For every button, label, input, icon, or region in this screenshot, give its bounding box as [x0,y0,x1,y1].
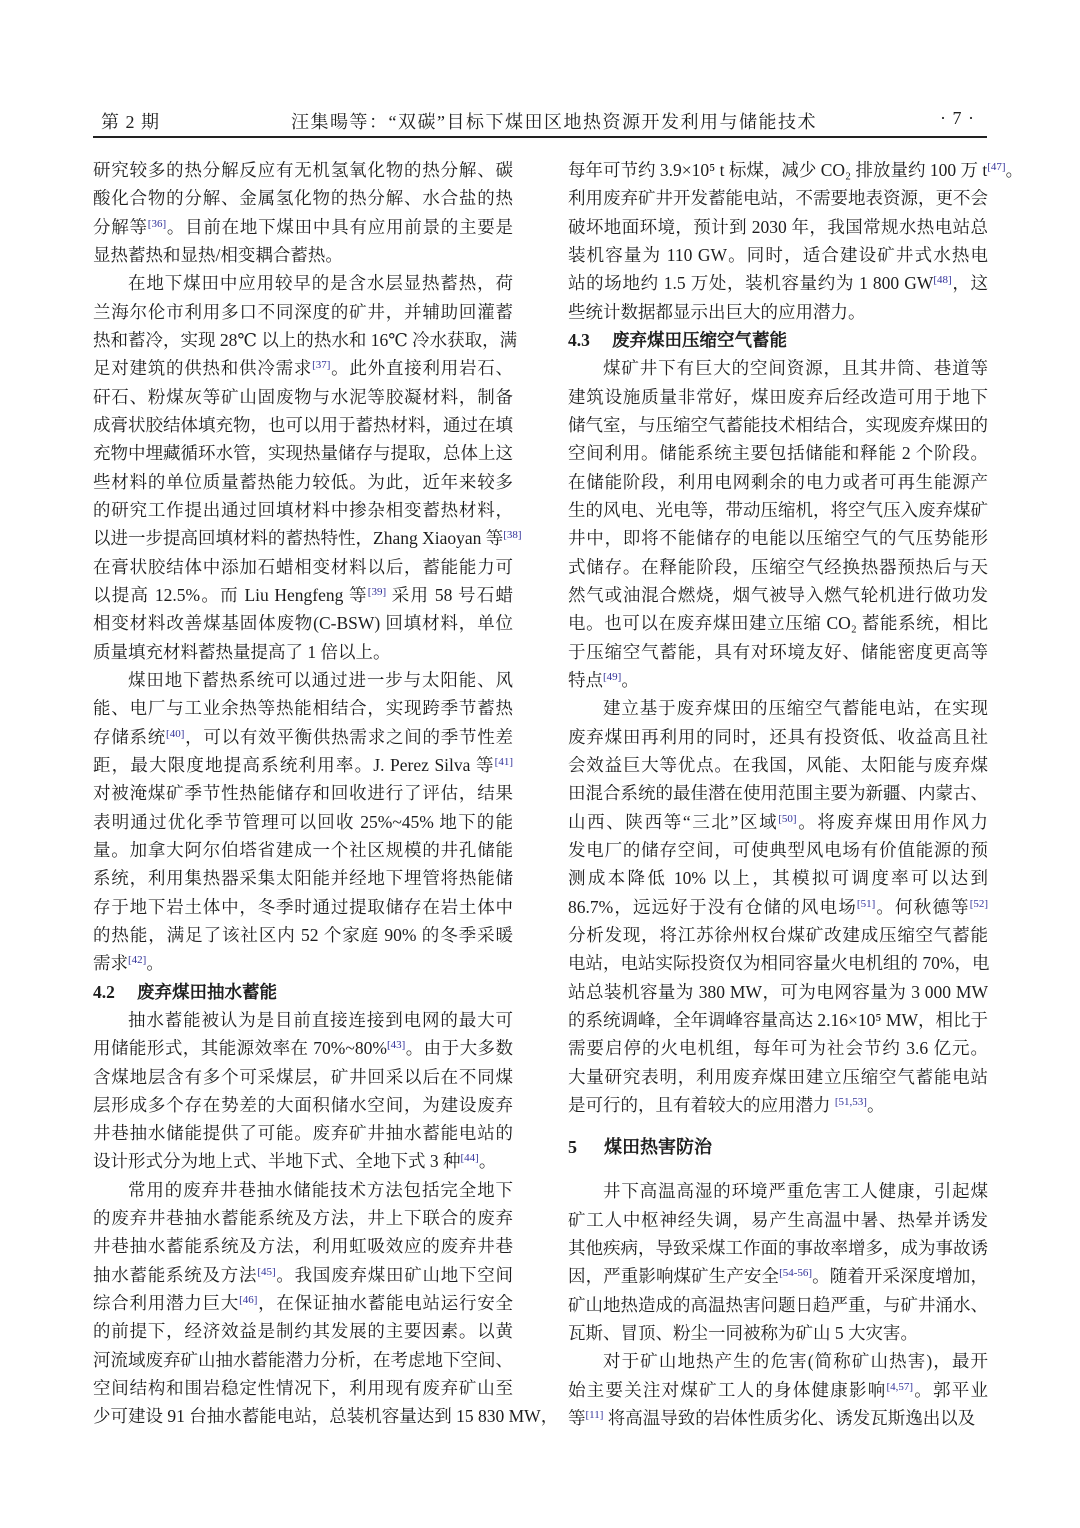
text-line [568,1404,988,1432]
text-run: 86.7%，远远好于没有仓储的风电场 [568,896,857,917]
text-line: 站总装机容量为 380 MW，可为电网容量为 3 000 MW [568,981,988,1002]
citation-ref: [52] [969,897,989,910]
text-line: 的热能，满足了该社区内 52 个家庭 90% 的冬季采暖 [93,924,513,945]
text-line [93,581,513,609]
text-line: 建立基于废弃煤田的压缩空气蓄能电站，在实现 [603,698,988,719]
text-run: 采用 58 号石蜡 [386,584,513,605]
citation-ref: [48] [933,274,952,287]
paragraph [568,354,988,694]
text-line: 分析发现，将江苏徐州权台煤矿改建成压缩空气蓄能 [568,924,988,945]
text-line [93,524,522,552]
text-line: 瓦斯、冒顶、粉尘一同被称为矿山 5 大灾害。 [568,1323,918,1344]
section-title: 煤田热害防治 [604,1137,712,1158]
text-run: 等 [568,1408,586,1429]
text-line [93,949,513,977]
text-run: 是可行的，且有着较大的应用潜力 [568,1094,835,1115]
text-line [568,269,988,297]
text-line: 成膏状胶结体填充物，也可以用于蓄热材料，通过在填 [93,414,513,435]
text-line: 表明通过优化季节管理可以回收 25%~45% 地下的能 [93,811,513,832]
text-line: 电。也可以在废弃煤田建立压缩 CO₂ 蓄能系统，相比 [568,613,988,634]
text-line: 储气室，与压缩空气蓄能技术相结合，实现废弃煤田的 [568,414,988,435]
section-heading [568,1133,988,1161]
text-line [93,751,513,779]
paragraph [93,269,522,666]
running-title: 汪集暘等：“双碳”目标下煤田区地热资源开发利用与储能技术 [291,112,817,132]
text-line [93,1147,513,1175]
text-run: 。随着开采深度增加， [812,1266,989,1287]
text-line: 其他疾病，导致采煤工作面的事故率增多，成为事故诱 [568,1238,988,1259]
citation-ref: [47] [987,161,1006,173]
text-run: 用储能形式，其能源效率在 70%~80% [93,1038,387,1059]
text-line: 井巷抽水储能提供了可能。废弃矿井抽水蓄能电站的 [93,1123,513,1144]
text-line: 河流域废弃矿山抽水蓄能潜力分析，在考虑地下空间、 [93,1349,513,1370]
text-run: 将高温导致的岩体性质劣化、诱发瓦斯逸出以及 [603,1408,976,1429]
text-line: 井下高温高湿的环境严重危害工人健康，引起煤 [603,1181,988,1202]
paragraph [568,1347,988,1432]
text-line: 量。加拿大阿尔伯塔省建成一个社区规模的井孔储能 [93,839,513,860]
running-header [93,106,987,138]
text-run: 。由于大多数 [405,1038,514,1059]
text-run: 。目前在地下煤田中具有应用前景的主要是 [166,216,514,237]
text-line [568,666,988,694]
paragraph [93,156,513,269]
paragraph [93,1176,559,1431]
citation-ref: [38] [503,529,522,542]
text-line: 对于矿山地热产生的危害(简称矿山热害)，最开 [603,1351,988,1372]
text-line: 矸石、粉煤灰等矿山固废物与水泥等胶凝材料，制备 [93,386,513,407]
text-line [93,1289,513,1317]
text-line: 能、电厂与工业余热等热能相结合，实现跨季节蓄热 [93,698,513,719]
citation-ref: [11] [585,1409,604,1422]
text-run: 。将废弃煤田用作风力 [796,811,988,832]
text-line [568,156,1024,184]
text-line: 井巷抽水蓄能系统及方法，利用虹吸效应的废弃井巷 [93,1236,513,1257]
citation-ref: [37] [312,359,331,372]
text-line [568,808,988,836]
section-heading [93,978,513,1006]
text-run: 特点 [568,669,603,690]
text-line: 酸化合物的分解、金属氢化物的热分解、水合盐的热 [93,188,513,209]
text-line: 发电厂的储存空间，可使典型风电场有价值能源的预 [568,839,988,860]
citation-ref: [36] [147,217,167,230]
text-run: 。 [621,669,639,690]
text-line: 些材料的单位质量蓄热能力较低。为此，近年来较多 [93,471,513,492]
text-run: 以提高 12.5%。而 Liu Hengfeng 等 [93,584,368,605]
text-line: 煤矿井下有巨大的空间资源，且其井筒、巷道等 [603,358,988,379]
text-line: 的废弃井巷抽水蓄能系统及方法，井上下联合的废弃 [93,1208,513,1229]
text-line: 在地下煤田中应用较早的是含水层显热蓄热，荷 [128,273,513,294]
text-line [568,1262,988,1290]
paragraph [568,156,1024,326]
text-run: 存储系统 [93,726,167,747]
text-line: 的前提下，经济效益是制约其发展的主要因素。以黄 [93,1321,513,1342]
text-line: 田混合系统的最佳潜在使用范围主要为新疆、内蒙古、 [568,783,988,804]
text-line: 的系统调峰，全年调峰容量高达 2.16×10⁵ MW，相比于 [568,1009,988,1030]
text-line: 些统计数据都显示出巨大的应用潜力。 [568,301,866,322]
text-line: 测成本降低 10% 以上，其模拟可调度率可以达到 [568,868,988,889]
text-run: 分解等 [93,216,148,237]
text-line: 废弃煤田再利用的同时，还具有投资低、收益高且社 [568,726,988,747]
text-run: 足对建筑的供热和供冷需求 [93,358,313,379]
text-run: 。 [478,1151,497,1172]
citation-ref: [43] [386,1039,406,1052]
text-run: ，在保证抽水蓄能电站运行安全 [257,1293,513,1314]
text-line [93,1261,513,1289]
citation-ref: [41] [494,755,513,768]
citation-ref: [39] [367,585,387,598]
text-line: 热和蓄冷，实现 28℃ 以上的热水和 16℃ 冷水获取，满 [93,329,518,350]
section-title: 废弃煤田抽水蓄能 [137,981,277,1002]
text-line: 装机容量为 110 GW。同时，适合建设矿井式水热电 [568,244,988,265]
text-line: 常用的废弃井巷抽水储能技术方法包括完全地下 [128,1179,513,1200]
page-number: · 7 · [940,108,975,128]
text-line: 式储存。在释能阶段，压缩空气经换热器预热后与天 [568,556,988,577]
text-run: 需求 [93,953,128,974]
text-run: 。 [866,1094,885,1115]
text-line: 抽水蓄能被认为是目前直接连接到电网的最大可 [128,1009,513,1030]
section-number: 4.2 [93,981,115,1002]
section-number: 5 [568,1137,577,1158]
text-line [93,354,513,382]
text-line: 井中，即将不能储存的电能以压缩空气的气压势能形 [568,528,988,549]
section-number: 4.3 [568,329,590,350]
text-line: 然气或油混合燃烧，烟气被导入燃气轮机进行做功发 [568,584,988,605]
citation-ref: [42] [128,954,147,967]
text-line [93,213,513,241]
text-run: 因，严重影响煤矿生产安全 [568,1266,780,1287]
text-line [568,1376,988,1404]
text-line: 建筑设施质量非常好，煤田废弃后经改造可用于地下 [568,386,988,407]
text-line: 对被淹煤矿季节性热能储存和回收进行了评估，结果 [93,783,513,804]
text-run: 。 [1005,160,1024,180]
text-line: 充物中埋藏循环水管，实现热量储存与提取，总体上这 [93,443,513,464]
citation-ref: [40] [166,727,185,740]
text-run: 距，最大限度地提高系统利用率。J. Perez Silva 等 [93,754,495,775]
text-line: 显热蓄热和显热/相变耦合蓄热。 [93,244,343,265]
citation-ref: [44] [460,1152,479,1165]
text-line: 需要启停的火电机组，每年可为社会节约 3.6 亿元。 [568,1038,988,1059]
text-line: 的研究工作提出通过回填材料中掺杂相变蓄热材料， [93,499,513,520]
text-line [568,1091,988,1119]
text-run: 。何秋德等 [875,896,970,917]
citation-ref: [49] [603,670,622,683]
text-run: 综合利用潜力巨大 [93,1293,240,1314]
issue-number: 第 2 期 [101,112,160,132]
text-line: 矿工人中枢神经失调，易产生高温中暑、热晕并诱发 [568,1209,988,1230]
text-run: 。 [146,953,164,974]
text-line: 质量填充材料蓄热量提高了 1 倍以上。 [93,641,391,662]
text-line: 煤田地下蓄热系统可以通过进一步与太阳能、风 [128,669,513,690]
text-line: 系统，利用集热器采集太阳能并经地下埋管将热能储 [93,868,513,889]
text-run: 站的场地约 1.5 万处，装机容量约为 1 800 GW [568,273,934,294]
citation-ref: [51] [856,897,876,910]
citation-ref: [54-56] [779,1267,813,1280]
text-line: 电站，电站实际投资仅为相同容量火电机组的 70%，电 [568,953,990,974]
citation-ref: [4,57] [886,1380,914,1393]
text-line: 在储能阶段，利用电网剩余的电力或者可再生能源产 [568,471,988,492]
text-run: 设计形式分为地上式、半地下式、全地下式 3 种 [93,1151,461,1172]
text-line: 大量研究表明，利用废弃煤田建立压缩空气蓄能电站 [568,1066,988,1087]
text-run: 山西、陕西等“三北”区域 [568,811,779,832]
text-run: ，可以有效平衡供热需求之间的季节性差 [184,726,513,747]
text-run: 。我国废弃煤田矿山地下空间 [275,1264,514,1285]
text-line [93,1034,513,1062]
section-title: 废弃煤田压缩空气蓄能 [612,329,787,350]
text-run: 以进一步提高回填材料的蓄热特性，Zhang Xiaoyan 等 [93,528,504,549]
text-line: 空间利用。储能系统主要包括储能和释能 2 个阶段。 [568,443,988,464]
citation-ref: [50] [778,812,797,825]
right-column [568,156,1024,1432]
text-line: 少可建设 91 台抽水蓄能电站，总装机容量达到 15 830 MW， [93,1406,559,1427]
text-run: 。此外直接利用岩石、 [330,358,513,379]
paragraph [93,1006,513,1176]
text-run: 每年可节约 3.9×10⁵ t 标煤，减少 CO₂ 排放量约 100 万 t [568,160,988,180]
paragraph [568,694,988,1119]
text-line: 生的风电、光电等，带动压缩机，将空气压入废弃煤矿 [568,499,988,520]
text-run: 。郭平业 [913,1379,988,1400]
citation-ref: [45] [257,1265,276,1278]
text-line: 在膏状胶结体中添加石蜡相变材料以后，蓄能能力可 [93,556,513,577]
text-line: 存于地下岩土体中，冬季时通过提取储存在岩土体中 [93,896,513,917]
text-line: 含煤地层含有多个可采煤层，矿井回采以后在不同煤 [93,1066,513,1087]
text-line [568,893,988,921]
text-line: 会效益巨大等优点。在我国，风能、太阳能与废弃煤 [568,754,988,775]
paragraph [568,1177,988,1347]
text-line: 空间结构和围岩稳定性情况下，利用现有废弃矿山至 [93,1378,513,1399]
citation-ref: [46] [239,1294,258,1307]
left-column [93,156,559,1431]
text-run: ，这 [951,273,988,294]
text-run: 抽水蓄能系统及方法 [93,1264,258,1285]
section-heading [568,326,988,354]
text-line: 于压缩空气蓄能，具有对环境友好、储能密度更高等 [568,641,988,662]
text-line: 兰海尔伦市利用多口不同深度的矿井，并辅助回灌蓄 [93,301,513,322]
text-line: 破坏地面环境，预计到 2030 年，我国常规水热电站总 [568,216,988,237]
text-line: 层形成多个存在势差的大面积储水空间，为建设废弃 [93,1094,513,1115]
text-line: 矿山地热造成的高温热害问题日趋严重，与矿井涌水、 [568,1294,988,1315]
text-line: 研究较多的热分解反应有无机氢氧化物的热分解、碳 [93,160,513,180]
citation-ref: [51,53] [834,1095,867,1108]
text-run: 始主要关注对煤矿工人的身体健康影响 [568,1379,887,1400]
paragraph [93,666,513,978]
text-line [93,723,513,751]
text-line: 相变材料改善煤基固体废物(C-BSW) 回填材料，单位 [93,613,513,634]
text-line: 利用废弃矿井开发蓄能电站，不需要地表资源，更不会 [568,188,988,209]
